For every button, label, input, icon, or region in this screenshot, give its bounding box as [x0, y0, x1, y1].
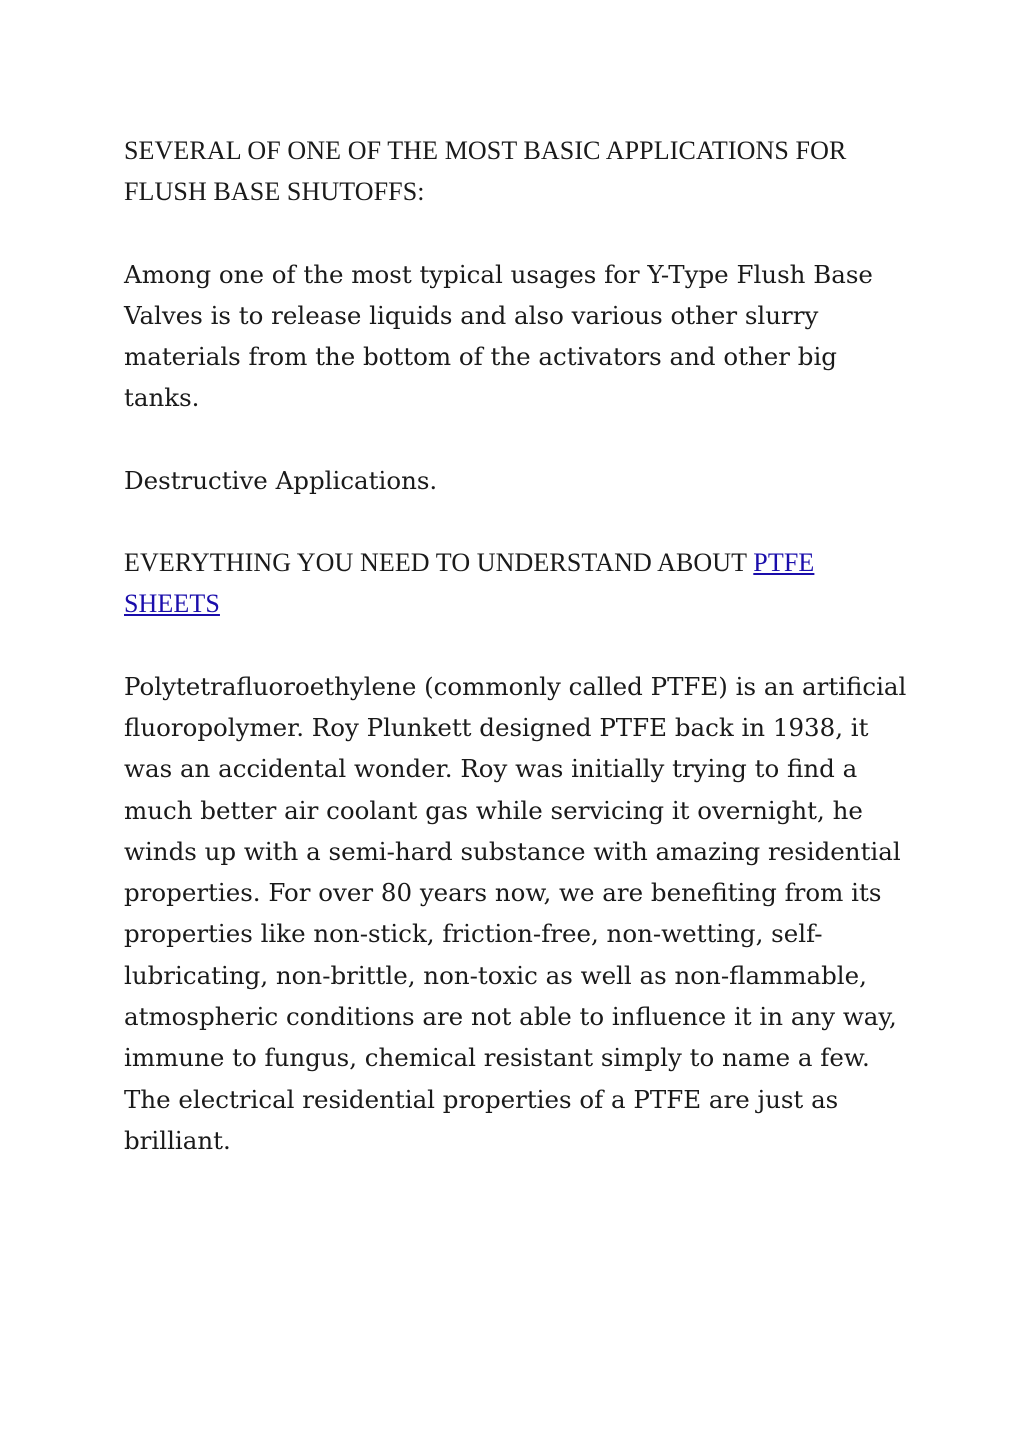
- paragraph-destructive-applications: Destructive Applications.: [124, 465, 438, 495]
- document-page: [124, 130, 914, 1161]
- ptfe-sheets-link[interactable]: PTFE SHEETS: [124, 548, 815, 619]
- paragraph-ptfe-description: Polytetrafluoroethylene (commonly called PTFE) is an artificial fluoropolymer. Roy Plunkett designed PTFE back in 1938, it was an accidental wonder. Roy was initially trying to find a much better air coolant gas while servicing it overnight, he winds up with a semi-hard substance with amazing residential properties. For over 80 years now, we are benefiting from its properties like non-stick, friction-free, non-wetting, self-lubricating, non-brittle, non-toxic as well as non-flammable, atmospheric conditions are not able to influence it in any way, immune to fungus, chemical resistant simply to name a few. The electrical residential properties of a PTFE are just as brilliant.: [124, 671, 907, 1155]
- paragraph-flush-base-valves: Among one of the most typical usages for Y-Type Flush Base Valves is to release liquids and also various other slurry materials from the bottom of the activators and other big tanks.: [124, 259, 873, 413]
- section-heading-ptfe-sheets: [124, 542, 914, 625]
- heading-text: EVERYTHING YOU NEED TO UNDERSTAND ABOUT: [124, 548, 754, 578]
- section-heading-flush-base-shutoffs: SEVERAL OF ONE OF THE MOST BASIC APPLICATIONS FOR FLUSH BASE SHUTOFFS:: [124, 136, 847, 207]
